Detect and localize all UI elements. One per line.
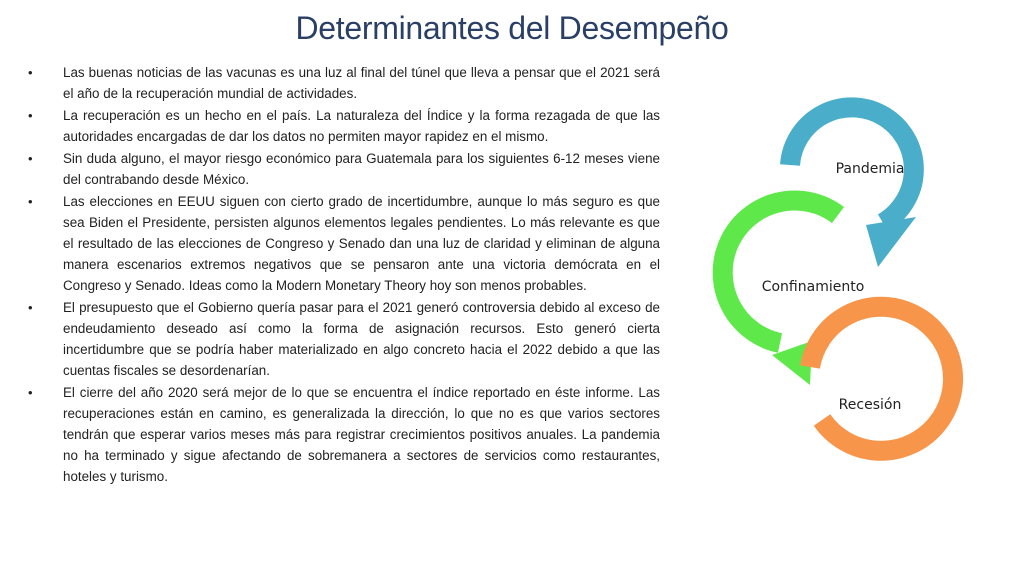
- pandemia-label: Pandemia: [835, 161, 905, 177]
- bullet-text: La recuperación es un hecho en el país. La naturaleza del Índice y la forma rezagada de que las autoridades encargadas de dar los datos no permiten mayor rapidez en el mismo.: [63, 108, 660, 144]
- cycle-step-pandemia: [790, 107, 916, 267]
- recesion-arc: [810, 307, 953, 451]
- recesion-label: Recesión: [838, 397, 902, 413]
- confinamiento-label: Confinamiento: [761, 279, 865, 295]
- bullet-dot-icon: •: [28, 300, 33, 315]
- bullet-item: [20, 382, 660, 487]
- cycle-diagram: [710, 75, 990, 475]
- confinamiento-arc: [723, 201, 838, 343]
- bullet-text: Las elecciones en EEUU siguen con cierto grado de incertidumbre, aunque lo más seguro es que sea Biden el Presidente, persisten algunos elementos legales pendientes. Lo más relevante es que el resultado de las elecciones de Congreso y Senado dan una luz de claridad y eliminan de alguna manera escenarios extremos negativos que se pensaron ante una victoria demócrata en el Congreso y Senado. Ideas como la Modern Monetary Theory hoy son menos probables.: [63, 194, 660, 293]
- bullet-item: [20, 148, 660, 190]
- bullet-item: [20, 297, 660, 381]
- bullet-dot-icon: •: [28, 151, 33, 166]
- bullet-list: [20, 62, 660, 488]
- bullet-dot-icon: •: [28, 65, 33, 80]
- pandemia-arrowhead-icon: [866, 217, 916, 267]
- cycle-step-confinamiento: [723, 201, 865, 385]
- bullet-item: [20, 62, 660, 104]
- bullet-text: Sin duda alguno, el mayor riesgo económico para Guatemala para los siguientes 6-12 meses viene del contrabando desde México.: [63, 151, 660, 187]
- bullet-item: [20, 105, 660, 147]
- bullet-dot-icon: •: [28, 385, 33, 400]
- bullet-text: El presupuesto que el Gobierno quería pasar para el 2021 generó controversia debido al exceso de endeudamiento deseado así como la forma de asignación recursos. Esto generó cierta incertidumbre que se podría haber materializado en algo concreto hacia el 2022 debido a que las cuentas fiscales se desordenarían.: [63, 300, 660, 378]
- bullet-text: Las buenas noticias de las vacunas es una luz al final del túnel que lleva a pensar que el 2021 será el año de la recuperación mundial de actividades.: [63, 65, 660, 101]
- bullet-text: El cierre del año 2020 será mejor de lo que se encuentra el índice reportado en éste informe. Las recuperaciones están en camino, es generalizada la dirección, lo que no es que varios sectores tendrán que esperar varios meses más para registrar crecimientos positivos anuales. La pandemia no ha terminado y sigue afectando de sobremanera a sectores de servicios como restaurantes, hoteles y turismo.: [63, 385, 660, 484]
- bullet-dot-icon: •: [28, 194, 33, 209]
- bullet-item: [20, 191, 660, 296]
- bullet-dot-icon: •: [28, 108, 33, 123]
- cycle-step-recesion: [810, 307, 953, 451]
- slide-title: Determinantes del Desempeño: [295, 10, 729, 46]
